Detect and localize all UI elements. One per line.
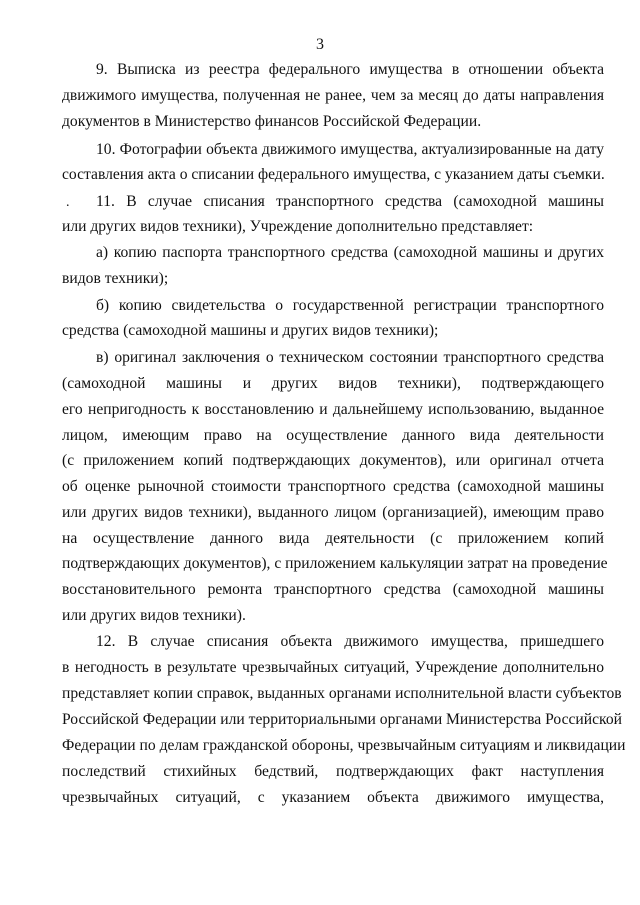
text-line: на осуществление данного вида деятельности (с приложением копий [62,530,604,547]
text-line: б) копию свидетельства о государственной регистрации транспортного [96,297,604,314]
text-line: Федерации по делам гражданской обороны, чрезвычайным ситуациям и ликвидации [62,737,626,754]
text-line: видов техники); [62,270,169,287]
text-line: представляет копии справок, выданных органами исполнительной власти субъектов [62,685,622,702]
text-line: чрезвычайных ситуаций, с указанием объекта движимого имущества, [62,789,604,806]
text-line: 10. Фотографии объекта движимого имущества, актуализированные на дату [96,141,604,158]
text-line: или других видов техники), Учреждение дополнительно представляет: [62,218,534,235]
text-line: его непригодность к восстановлению и дальнейшему использованию, выданное [62,401,604,418]
margin-mark: . [66,195,70,210]
text-line: Российской Федерации или территориальными органами Министерства Российской [62,711,622,728]
text-line: (самоходной машины и других видов техники), подтверждающего [62,375,604,392]
text-line: движимого имущества, полученная не ранее, чем за месяц до даты направления [62,87,604,104]
text-line: составления акта о списании федерального имущества, с указанием даты съемки. [62,166,605,183]
text-line: об оценке рыночной стоимости транспортного средства (самоходной машины [62,478,604,495]
text-line: подтверждающих документов), с приложением калькуляции затрат на проведение [62,555,608,572]
text-line: 11. В случае списания транспортного средства (самоходной машины [96,193,604,210]
text-line: 12. В случае списания объекта движимого имущества, пришедшего [96,633,604,650]
text-line: лицом, имеющим право на осуществление данного вида деятельности [62,427,604,444]
text-line: в негодность в результате чрезвычайных ситуаций, Учреждение дополнительно [62,659,604,676]
text-line: 9. Выписка из реестра федерального имущества в отношении объекта [96,61,604,78]
text-line: средства (самоходной машины и других видов техники); [62,322,439,339]
text-line: а) копию паспорта транспортного средства (самоходной машины и других [96,244,604,261]
text-line: в) оригинал заключения о техническом состоянии транспортного средства [96,349,604,366]
text-line: (с приложением копий подтверждающих документов), или оригинал отчета [62,452,604,469]
text-line: последствий стихийных бедствий, подтверждающих факт наступления [62,763,604,780]
text-line: или других видов техники). [62,607,246,624]
text-line: восстановительного ремонта транспортного средства (самоходной машины [62,581,604,598]
text-line: или других видов техники), выданного лицом (организацией), имеющим право [62,504,604,521]
page-number: 3 [316,36,324,53]
text-line: документов в Министерство финансов Российской Федерации. [62,113,482,130]
